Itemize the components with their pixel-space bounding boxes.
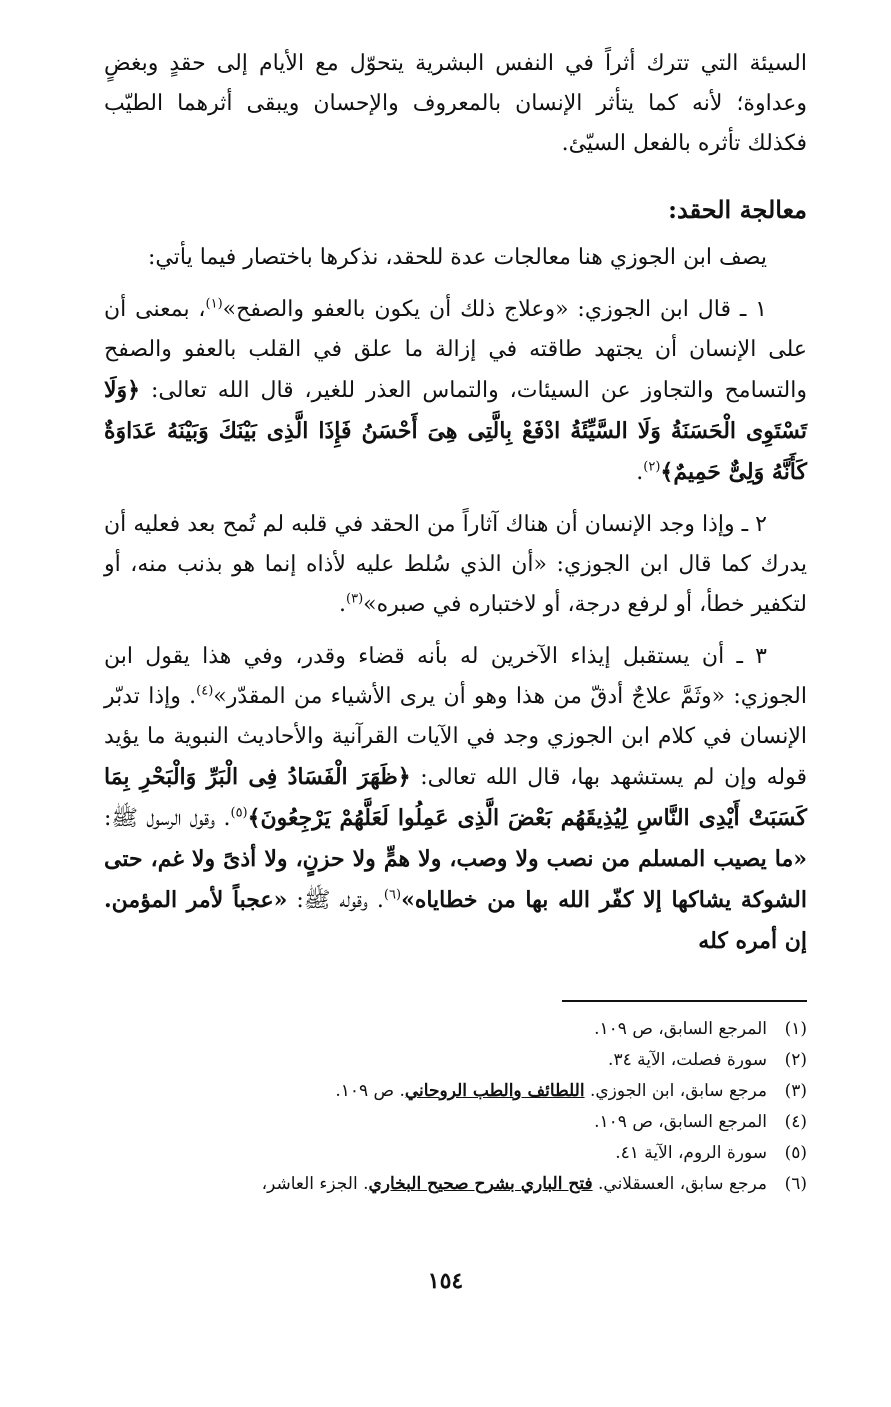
footnote-text: مرجع سابق، ابن الجوزي. [584, 1081, 767, 1101]
paragraph-remedy-2 [104, 505, 807, 625]
hadith-1: «ما يصيب المسلم من نصب ولا وصب، ولا همٍّ ولا حزنٍ، ولا أذىً ولا غم، حتى الشوكة يشاكها إلا كفّر الله بها من خطاياه» [104, 846, 807, 913]
footnote-number: (٦) [784, 1174, 807, 1194]
footnote-number: (٣) [784, 1081, 807, 1101]
page-number: ١٥٤ [427, 1268, 464, 1294]
footnote-ref-6: (٦) [383, 887, 402, 903]
footnote-text: المرجع السابق، ص ١٠٩. [594, 1019, 767, 1039]
footnote-item [104, 1169, 807, 1200]
remedy-3-text-a: ٣ ـ أن يستقبل إيذاء الآخرين له بأنه قضاء وقدر، وفي هذا يقول ابن الجوزي: «وثَمَّ علاجٌ أدقّ من هذا وهو أن يرى الأشياء من المقدّر» [104, 644, 807, 709]
paragraph-summary-text: يصف ابن الجوزي هنا معالجات عدة للحقد، نذكرها باختصار فيما يأتي: [148, 245, 767, 270]
remedy-3-text-c: . وقول الرسول ﷺ: [104, 806, 231, 831]
footnote-book-title: اللطائف والطب الروحاني [404, 1081, 585, 1101]
paragraph-intro [104, 44, 807, 164]
paragraph-remedy-1 [104, 290, 807, 493]
footnote-text: سورة فصلت، الآية ٣٤. [608, 1050, 767, 1070]
remedy-3-text-d: . وقوله ﷺ: [287, 888, 384, 913]
footnote-text-rest: . الجزء العاشر، [261, 1174, 369, 1194]
footnote-text-rest: . ص ١٠٩. [335, 1081, 405, 1101]
footnote-ref-3: (٣) [346, 591, 364, 607]
footnote-ref-5: (٥) [230, 805, 248, 821]
footnote-item [104, 1045, 807, 1076]
footnote-ref-4: (٤) [196, 683, 214, 699]
remedy-3-text-b: . وإذا تدبّر الإنسان في كلام ابن الجوزي وجد في الآيات القرآنية والأحاديث النبوية ما يؤيد قوله وإن لم يستشهد بها، قال الله تعالى: [104, 684, 807, 790]
footnote-number: (٥) [784, 1143, 807, 1163]
remedy-1-text-c: . [636, 460, 644, 485]
footnote-text: سورة الروم، الآية ٤١. [615, 1143, 767, 1163]
footnote-book-title: فتح الباري بشرح صحيح البخاري [368, 1174, 593, 1194]
remedy-1-text-a: ١ ـ قال ابن الجوزي: «وعلاج ذلك أن يكون بالعفو والصفح» [222, 297, 767, 322]
paragraph-summary [104, 238, 807, 278]
remedy-2-text-a: ٢ ـ وإذا وجد الإنسان أن هناك آثاراً من الحقد في قلبه لم تُمح بعد فعليه أن يدرك كما قال ابن الجوزي: «أن الذي سُلط عليه لأذاه إنما هو بذنب منه، أو لتكفير خطأ، أو لرفع درجة، أو لاختباره في صبره» [104, 512, 807, 617]
footnote-item [104, 1107, 807, 1138]
footnote-ref-2: (٢) [643, 459, 661, 475]
quran-verse-rum: ﴿ظَهَرَ الْفَسَادُ فِى الْبَرِّ وَالْبَحْرِ بِمَا كَسَبَتْ أَيْدِى النَّاسِ لِيُذِيقَهُم بَعْضَ الَّذِى عَمِلُوا لَعَلَّهُمْ يَرْجِعُونَ﴾ [104, 764, 807, 831]
footnote-number: (١) [784, 1019, 807, 1039]
footnote-list [104, 1014, 807, 1200]
footnote-item [104, 1076, 807, 1107]
remedy-1-text-b: ، بمعنى أن على الإنسان أن يجتهد طاقته في إزالة ما علق في القلب بالعفو والصفح والتسامح والتجاوز عن السيئات، والتماس العذر للغير، قال الله تعالى: [104, 297, 807, 403]
paragraph-intro-text: السيئة التي تترك أثراً في النفس البشرية يتحوّل مع الأيام إلى حقدٍ وبغضٍ وعداوة؛ لأنه كما يتأثر الإنسان بالمعروف والإحسان ويبقى أثرهما الطيّب فكذلك تأثره بالفعل السيّئ. [104, 51, 807, 156]
footnote-item [104, 1014, 807, 1045]
footnote-text: مرجع سابق، العسقلاني. [592, 1174, 767, 1194]
hadith-2: «عجباً لأمر المؤمن. إن أمره كله [104, 887, 807, 954]
footnote-item [104, 1138, 807, 1169]
footnote-number: (٤) [784, 1112, 807, 1132]
paragraph-remedy-3 [104, 637, 807, 962]
section-heading: معالجة الحقد: [668, 195, 807, 224]
footnote-ref-1: (١) [205, 296, 223, 312]
remedy-2-text-b: . [339, 592, 347, 617]
footnote-divider [562, 1000, 807, 1002]
footnote-text: المرجع السابق، ص ١٠٩. [594, 1112, 767, 1132]
footnote-number: (٢) [784, 1050, 807, 1070]
quran-verse-fussilat: ﴿وَلَا تَسْتَوِى الْحَسَنَةُ وَلَا السَّيِّئَةُ ادْفَعْ بِالَّتِى هِىَ أَحْسَنُ فَإِذَا الَّذِى بَيْنَكَ وَبَيْنَهُ عَدَاوَةٌ كَأَنَّهُ وَلِىٌّ حَمِيمٌ﴾ [104, 377, 807, 485]
